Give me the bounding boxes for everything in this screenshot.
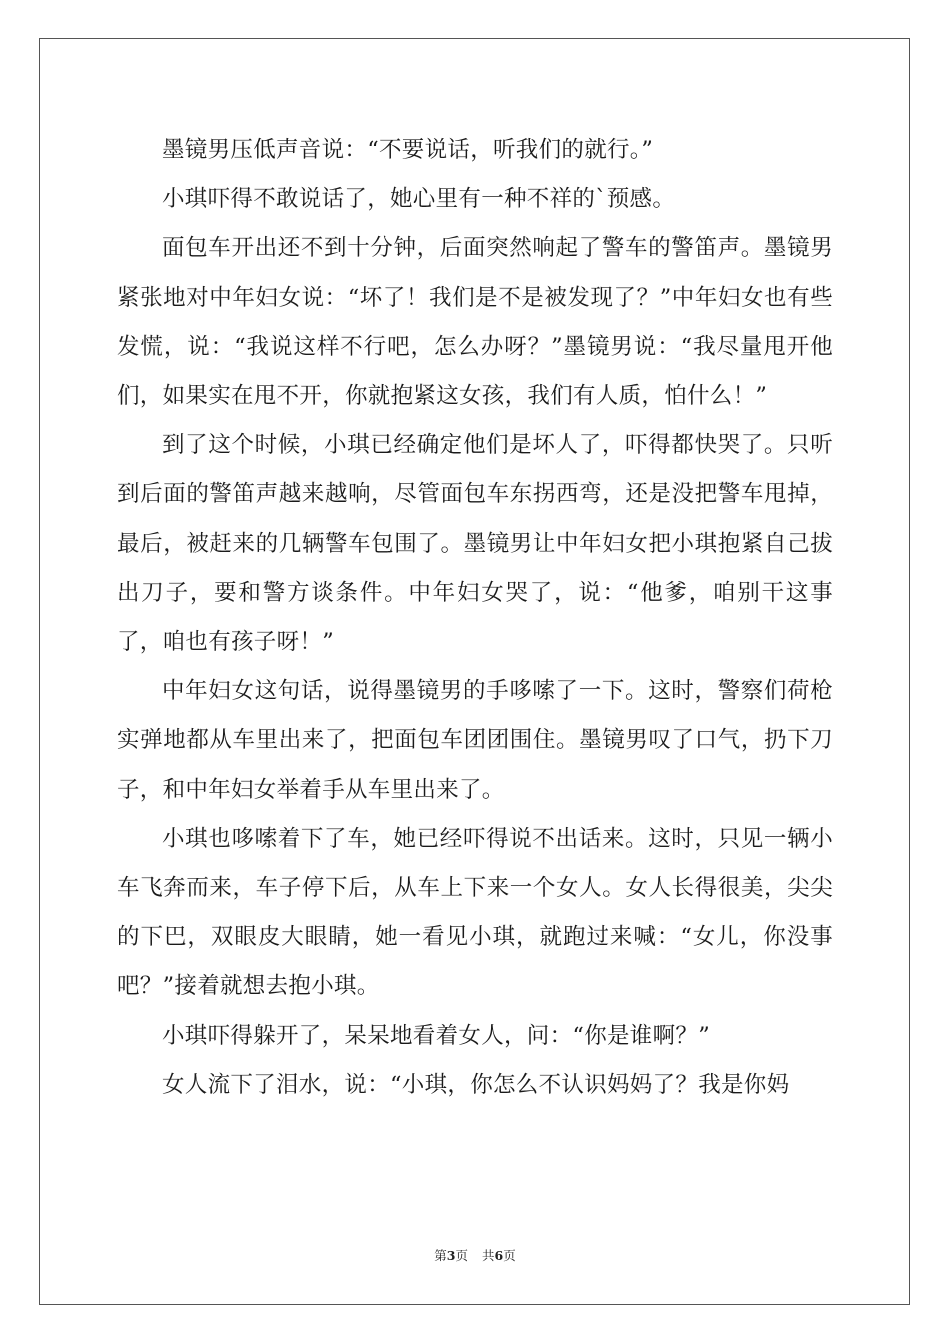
- paragraph: 面包车开出还不到十分钟，后面突然响起了警车的警笛声。墨镜男紧张地对中年妇女说：“坏了！我们是不是被发现了？”中年妇女也有些发慌，说：“我说这样不行吧，怎么办呀？”墨镜男说：“我尽量甩开他们，如果实在甩不开，你就抱紧这女孩，我们有人质，怕什么！”: [117, 235, 833, 410]
- paragraph: 中年妇女这句话，说得墨镜男的手哆嗦了一下。这时，警察们荷枪实弹地都从车里出来了，把面包车团团围住。墨镜男叹了口气，扔下刀子，和中年妇女举着手从车里出来了。: [117, 678, 833, 803]
- page-suffix: 页: [455, 1248, 468, 1263]
- page-footer: [0, 1246, 950, 1264]
- page-prefix: 第: [434, 1248, 447, 1263]
- paragraph: 小琪吓得躲开了，呆呆地看着女人，问：“你是谁啊？”: [162, 1022, 711, 1049]
- total-prefix: 共: [482, 1248, 495, 1263]
- paragraph: 到了这个时候，小琪已经确定他们是坏人了，吓得都快哭了。只听到后面的警笛声越来越响，尽管面包车东拐西弯，还是没把警车甩掉，最后，被赶来的几辆警车包围了。墨镜男让中年妇女把小琪抱紧自己拔出刀子，要和警方谈条件。中年妇女哭了，说：“他爹，咱别干这事了，咱也有孩子呀！”: [117, 432, 833, 656]
- paragraph: 女人流下了泪水，说：“小琪，你怎么不认识妈妈了？我是你妈: [162, 1071, 790, 1098]
- total-suffix: 页: [503, 1248, 516, 1263]
- paragraph: 小琪吓得不敢说话了，她心里有一种不祥的`预感。: [162, 186, 676, 213]
- paragraph: 小琪也哆嗦着下了车，她已经吓得说不出话来。这时，只见一辆小车飞奔而来，车子停下后，从车上下来一个女人。女人长得很美，尖尖的下巴，双眼皮大眼睛，她一看见小琪，就跑过来喊：“女儿，你没事吧？”接着就想去抱小琪。: [117, 825, 833, 1000]
- paragraph: 墨镜男压低声音说：“不要说话，听我们的就行。”: [162, 137, 654, 163]
- current-page-number: 3: [446, 1248, 456, 1263]
- total-page-count: 6: [494, 1248, 504, 1263]
- document-body: [117, 126, 833, 1110]
